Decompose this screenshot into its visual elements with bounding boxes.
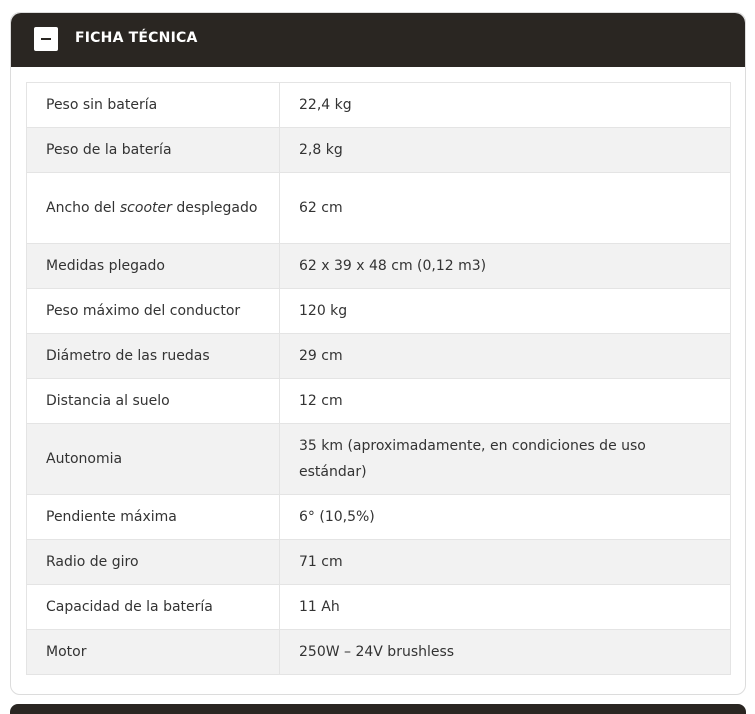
spec-label: Diámetro de las ruedas — [27, 334, 280, 379]
spec-value: 62 x 39 x 48 cm (0,12 m3) — [280, 244, 731, 289]
minus-icon — [41, 38, 51, 40]
spec-value: 71 cm — [280, 540, 731, 585]
spec-value: 35 km (aproximadamente, en condiciones de uso estándar) — [280, 424, 731, 495]
spec-value: 250W – 24V brushless — [280, 630, 731, 675]
table-row — [27, 289, 731, 334]
table-row — [27, 495, 731, 540]
spec-label: Radio de giro — [27, 540, 280, 585]
spec-value: 2,8 kg — [280, 128, 731, 173]
spec-label: Medidas plegado — [27, 244, 280, 289]
spec-label: Autonomia — [27, 424, 280, 495]
spec-value: 120 kg — [280, 289, 731, 334]
table-row — [27, 424, 731, 495]
spec-label: Peso de la batería — [27, 128, 280, 173]
table-row — [27, 128, 731, 173]
spec-label-emphasis: scooter — [119, 200, 172, 216]
spec-label: Peso máximo del conductor — [27, 289, 280, 334]
spec-label: Pendiente máxima — [27, 495, 280, 540]
tech-specs-accordion — [10, 12, 746, 695]
table-row — [27, 334, 731, 379]
table-row — [27, 83, 731, 128]
spec-value: 12 cm — [280, 379, 731, 424]
spec-label: Peso sin batería — [27, 83, 280, 128]
spec-label — [27, 173, 280, 244]
collapse-toggle-button[interactable] — [34, 27, 58, 51]
spec-label: Capacidad de la batería — [27, 585, 280, 630]
spec-label-suffix: desplegado — [171, 200, 258, 216]
table-row — [27, 585, 731, 630]
spec-value: 62 cm — [280, 173, 731, 244]
table-row — [27, 379, 731, 424]
spec-label-prefix: Ancho del — [46, 200, 120, 216]
spec-value: 22,4 kg — [280, 83, 731, 128]
spec-value: 6° (10,5%) — [280, 495, 731, 540]
spec-value: 11 Ah — [280, 585, 731, 630]
spec-value: 29 cm — [280, 334, 731, 379]
accordion-title: FICHA TÉCNICA — [75, 30, 198, 46]
spec-label: Motor — [27, 630, 280, 675]
table-row — [27, 540, 731, 585]
table-row — [27, 630, 731, 675]
table-row — [27, 173, 731, 244]
spec-label: Distancia al suelo — [27, 379, 280, 424]
next-accordion-header-edge[interactable] — [10, 704, 746, 714]
accordion-header[interactable] — [11, 13, 745, 67]
table-row — [27, 244, 731, 289]
specs-table — [26, 82, 731, 675]
